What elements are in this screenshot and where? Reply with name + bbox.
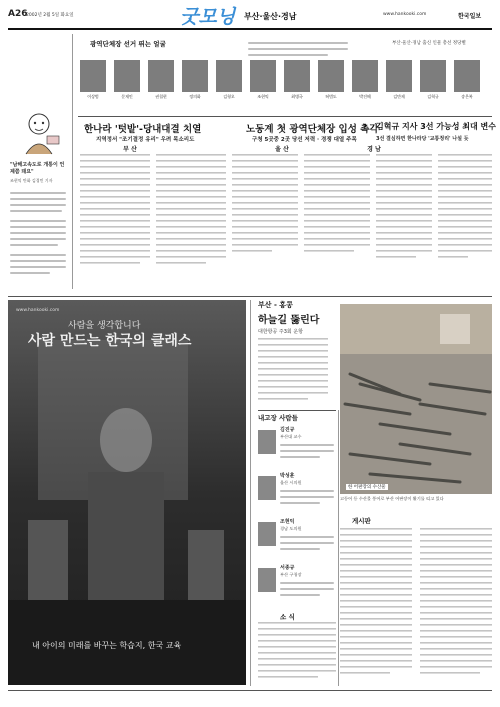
cartoon	[14, 106, 64, 156]
text-line	[10, 204, 66, 206]
left-column	[8, 34, 70, 289]
text-line	[280, 502, 320, 504]
banner-text	[248, 42, 348, 44]
candidate-name: 박진해	[359, 94, 371, 99]
text-line	[280, 456, 320, 458]
ad-tag: 사람을 생각합니다	[68, 321, 141, 331]
brief-role: 부산대 교수	[280, 434, 302, 439]
page-number: A26	[8, 9, 28, 19]
candidate-name: 이상범	[87, 94, 99, 99]
brief-name: 서종규	[280, 565, 295, 571]
masthead	[8, 6, 492, 28]
ad-url: www.hankooki.com	[16, 308, 60, 313]
brief-role: 경남 도의원	[280, 526, 302, 531]
portrait	[454, 60, 480, 92]
brief-name: 김진규	[280, 427, 295, 433]
masthead-region: 부산·울산·경남	[244, 12, 297, 21]
headline-gyeongnam: 김혁규 지사 3선 가능성 최대 변수	[376, 122, 496, 131]
text-line	[10, 254, 66, 256]
candidate-name: 김만제	[393, 94, 405, 99]
brief-item	[258, 470, 336, 516]
masthead-rule	[8, 28, 492, 30]
column-divider	[72, 34, 73, 289]
portrait	[114, 60, 140, 92]
subhead-busan: 지역정서 "조기결정 유리" 우려 목소리도	[96, 137, 195, 143]
headline-busan: 한나라 '텃밭'-당내대결 치열	[84, 124, 202, 135]
photo-caption-badge: 한 어판장의 수산물	[348, 485, 386, 490]
text-line	[10, 238, 66, 240]
feature-subtitle: 하늘길 뚫린다	[258, 315, 320, 326]
portrait	[284, 60, 310, 92]
text-line	[10, 260, 66, 262]
section-busan: 부 산	[123, 146, 137, 153]
banner-left-label: 광역단체장 선거 뛰는 얼굴	[90, 40, 166, 48]
candidate-row	[78, 60, 492, 116]
briefs-rule	[258, 410, 336, 411]
candidate-name: 송은복	[461, 94, 473, 99]
brief-name: 조현익	[280, 519, 295, 525]
masthead-site: www.hankooki.com	[383, 12, 427, 17]
brief-name: 박성훈	[280, 473, 295, 479]
text-line	[280, 594, 320, 596]
fish-photo	[340, 304, 492, 494]
ad-footer: 내 아이의 미래를 바꾸는 학습지, 한국 교육	[32, 641, 182, 650]
text-line	[280, 548, 320, 550]
banner-text	[248, 54, 328, 56]
masthead-paper: 한국일보	[458, 13, 482, 20]
cartoon-caption: "남해고속도로 개통이 언제쯤 돼요"	[10, 162, 65, 175]
text-line	[280, 490, 334, 492]
brief-item	[258, 424, 336, 470]
headline-ulsan: 노동계 첫 광역단체장 입성 촉각	[246, 124, 379, 135]
bottom-rule	[8, 690, 492, 691]
candidate-name: 허범도	[325, 94, 337, 99]
candidate-name: 조현익	[257, 94, 269, 99]
portrait	[352, 60, 378, 92]
brief-portrait	[258, 476, 276, 500]
text-line	[10, 192, 66, 194]
text-line	[10, 220, 66, 222]
banner-right-label: 부산·울산·경남 출신 인물 총선 정당별	[392, 41, 466, 46]
text-line	[280, 536, 334, 538]
candidate-name: 문재인	[121, 94, 133, 99]
text-line	[280, 496, 334, 498]
candidate-name: 최병국	[291, 94, 303, 99]
banner-rule	[78, 116, 492, 117]
text-line	[280, 450, 334, 452]
text-line	[10, 232, 66, 234]
brief-portrait	[258, 522, 276, 546]
text-line	[10, 266, 66, 268]
cartoon-byline: 조현익 만화 김경민 기자	[10, 178, 53, 183]
brief-item	[258, 562, 336, 608]
portrait	[216, 60, 242, 92]
portrait	[318, 60, 344, 92]
text-line	[280, 444, 334, 446]
brief-role: 울산 시의원	[280, 480, 302, 485]
text-line	[10, 198, 66, 200]
notice-title: 게시판	[352, 517, 371, 525]
candidate-name: 김혁규	[427, 94, 439, 99]
subhead-gyeongnam: 3선 결심하면 한나라당 '교통정리' 나설 듯	[376, 136, 469, 142]
text-line	[280, 542, 334, 544]
briefs-title: 내고장 사람들	[258, 414, 298, 422]
text-line	[10, 272, 50, 274]
candidate-name: 정의화	[189, 94, 201, 99]
body-text-block	[80, 154, 492, 294]
brief-item	[258, 516, 336, 562]
advertisement	[8, 300, 246, 685]
feature-kicker: 대한항공 주3회 운항	[258, 329, 304, 335]
portrait	[250, 60, 276, 92]
candidate-name: 권철현	[155, 94, 167, 99]
portrait	[182, 60, 208, 92]
text-line	[280, 588, 334, 590]
brief-news-text	[258, 622, 336, 686]
brief-portrait	[258, 430, 276, 454]
portrait	[386, 60, 412, 92]
text-line	[10, 226, 66, 228]
text-line	[10, 210, 62, 212]
column-divider	[338, 410, 339, 686]
text-line	[280, 582, 334, 584]
feature-title: 부산 - 홍콩	[258, 301, 293, 309]
notice-text	[340, 528, 492, 688]
banner-text	[248, 48, 348, 50]
ad-headline: 사람 만드는 한국의 클래스	[28, 333, 192, 349]
portrait	[80, 60, 106, 92]
brief-portrait	[258, 568, 276, 592]
portrait	[148, 60, 174, 92]
column-divider	[250, 300, 251, 686]
section-ulsan: 울 산	[275, 146, 289, 153]
section-gyeongnam: 경 남	[367, 146, 381, 153]
brief-role: 부산 구청장	[280, 572, 302, 577]
feature-text	[258, 338, 328, 408]
brief-news-title: 소 식	[280, 613, 295, 621]
masthead-date: 2002년 2월 5일 화요일	[26, 13, 74, 18]
portrait	[420, 60, 446, 92]
masthead-logo: 굿모닝	[180, 6, 236, 28]
mid-rule	[8, 296, 492, 297]
text-line	[10, 244, 58, 246]
candidate-name: 김형오	[223, 94, 235, 99]
photo-caption: 고등어 등 수산물 풍어로 부산 어판장이 활기를 띠고 있다	[340, 496, 444, 501]
subhead-ulsan: 구청 5곳중 2곳 당선 저력 · 경쟁 대열 주목	[252, 137, 357, 143]
